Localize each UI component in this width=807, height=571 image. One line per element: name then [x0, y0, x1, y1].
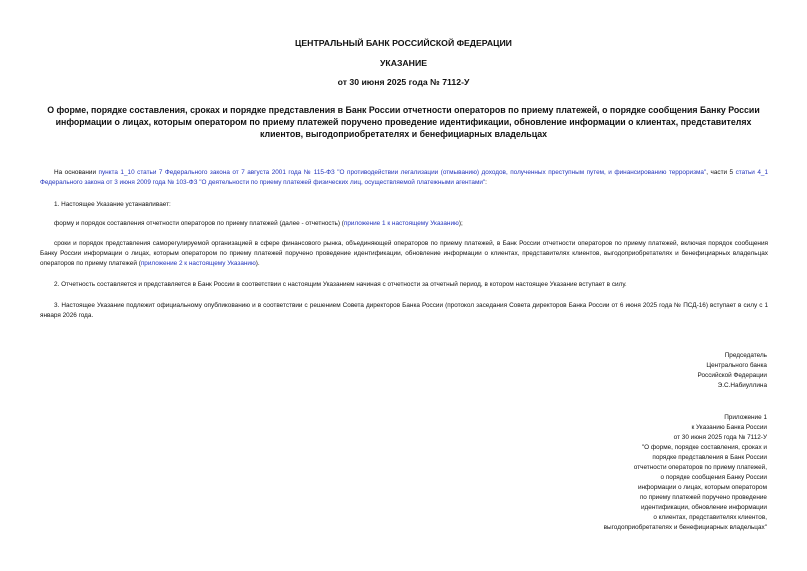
law-115-link[interactable]: пункта 1_10 статьи 7 Федерального закона от 7 августа 2001 года № 115-ФЗ "О противодействии легализации (отмыванию) доходов, полученных преступным путем, и финансированию терроризма" — [98, 169, 707, 176]
document-title: О форме, порядке составления, сроках и порядке представления в Банк России отчетности операторов по приему платежей, о порядке сообщения Банку России информации о лицах, которым оператором по приему платежей поручено проведение идентификации, обновление информации о клиентах, представителях клиентов, выгодоприобретателях и бенефициарных владельцах — [47, 105, 760, 139]
item-3-paragraph: 3. Настоящее Указание подлежит официальному опубликованию и в соответствии с решением Совета директоров Банка России (протокол заседания Совета директоров Банка России от 6 июня 2025 года № ПСД-16) вступает в силу с 1 января 2026 года. — [40, 302, 768, 319]
document-date-number: от 30 июня 2025 года № 7112-У — [337, 77, 470, 87]
preamble-text-2: , части 5 — [706, 169, 736, 176]
appendix-line: "О форме, порядке составления, сроках и — [641, 444, 767, 451]
item-1b-text-1: сроки и порядок представления саморегулируемой организацией в сфере финансового рынка, объединяющей операторов по приему платежей, в Банк России отчетности операторов по приему платежей, включая порядок сообщения Банку России информации о лицах, которым оператором по приему платежей поручено проведение идентификации, обновление информации о клиентах, представителях клиентов, выгодоприобретателях и бенефициарных владельцах операторов по приему платежей ( — [40, 240, 768, 267]
appendix-line: идентификации, обновление информации — [640, 504, 767, 511]
signature-line: Центрального банка — [706, 362, 767, 369]
item-1b-text-2: ). — [255, 260, 260, 267]
appendix-line: Приложение 1 — [724, 414, 767, 421]
appendix-line: по приему платежей поручено проведение — [639, 494, 767, 501]
item-1-paragraph: 1. Настоящее Указание устанавливает: — [54, 201, 171, 208]
signature-line: Российской Федерации — [697, 372, 767, 379]
appendix-line: информации о лицах, которым оператором — [637, 484, 767, 491]
item-1a-text-1: форму и порядок составления отчетности операторов по приему платежей (далее - отчетность) ( — [54, 220, 344, 227]
appendix-line: к Указанию Банка России — [691, 424, 767, 431]
appendix-line: выгодоприобретателях и бенефициарных владельцах" — [603, 524, 767, 531]
signature-block — [698, 351, 768, 391]
appendix-1-link[interactable]: приложение 1 к настоящему Указанию — [343, 220, 459, 227]
appendix-line: о порядке сообщения Банку России — [660, 474, 767, 481]
signature-line: Э.С.Набиуллина — [717, 382, 767, 389]
preamble-text-1: На основании — [54, 169, 99, 176]
preamble-paragraph — [40, 168, 768, 188]
appendix-line: о клиентах, представителях клиентов, — [653, 514, 767, 521]
signature-line: Председатель — [724, 352, 767, 359]
document-type: УКАЗАНИЕ — [379, 58, 427, 68]
bank-name: ЦЕНТРАЛЬНЫЙ БАНК РОССИЙСКОЙ ФЕДЕРАЦИИ — [295, 38, 512, 48]
appendix-line: отчетности операторов по приему платежей, — [633, 464, 767, 471]
item-1b-paragraph — [40, 239, 768, 269]
law-103-link[interactable]: статьи 4_1 Федерального закона от 3 июня 2009 года № 103-ФЗ "О деятельности по приему платежей физических лиц, осуществляемой платежными агентами" — [40, 169, 769, 186]
appendix-line: от 30 июня 2025 года № 7112-У — [673, 434, 767, 441]
item-1a-text-2: ); — [458, 220, 463, 227]
appendix-line: порядке представления в Банк России — [652, 454, 767, 461]
item-1a-paragraph — [40, 219, 768, 229]
preamble-text-3: : — [485, 179, 487, 186]
appendix-2-link[interactable]: приложение 2 к настоящему Указанию — [140, 260, 256, 267]
item-2-paragraph: 2. Отчетность составляется и представляется в Банк России в соответствии с настоящим Указанием начиная с отчетности за отчетный период, в котором настоящее Указание вступает в силу. — [54, 281, 627, 288]
appendix-header — [604, 413, 767, 533]
